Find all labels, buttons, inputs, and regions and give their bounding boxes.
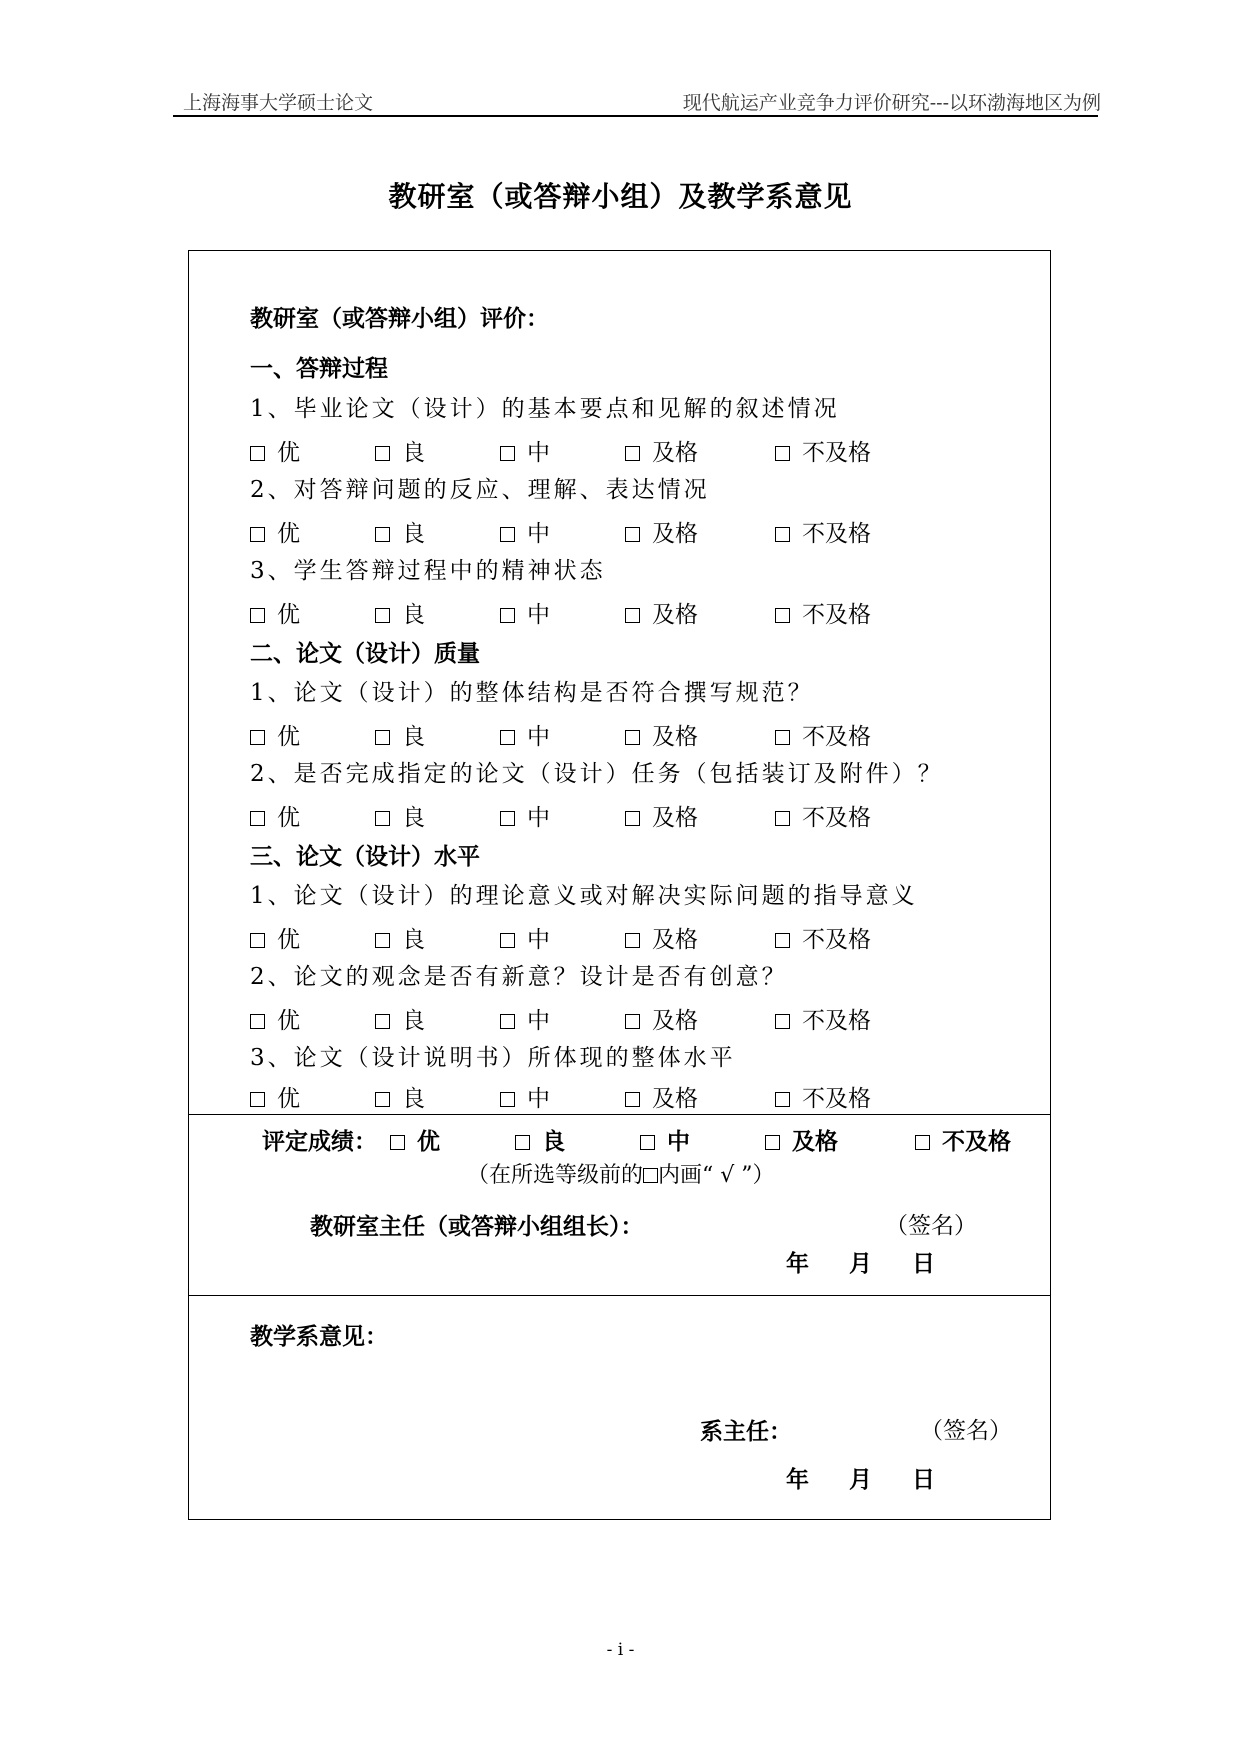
rating-option[interactable]: 及格	[625, 604, 698, 627]
checkbox-icon[interactable]	[375, 730, 390, 745]
checkbox-icon[interactable]	[500, 446, 515, 461]
checkbox-icon[interactable]	[375, 1014, 390, 1029]
committee-signature-hint: （签名）	[885, 1213, 977, 1239]
checkbox-icon[interactable]	[625, 811, 640, 826]
question-1-2: 2、对答辩问题的反应、理解、表达情况	[250, 477, 710, 503]
checkbox-icon[interactable]	[500, 1092, 515, 1107]
question-2-2: 2、是否完成指定的论文（设计）任务（包括装订及附件）？	[250, 761, 944, 787]
form-divider-grade	[188, 1114, 1051, 1115]
form-divider-department	[188, 1295, 1051, 1296]
checkbox-icon[interactable]	[775, 1092, 790, 1107]
checkbox-icon[interactable]	[250, 1014, 265, 1029]
checkbox-icon[interactable]	[375, 608, 390, 623]
date-month: 月	[849, 1250, 872, 1277]
rating-option[interactable]: 不及格	[775, 1010, 871, 1033]
page-title: 教研室（或答辩小组）及教学系意见	[388, 180, 853, 213]
grade-option-excellent[interactable]: 优	[390, 1130, 440, 1153]
checkbox-icon[interactable]	[640, 1135, 655, 1150]
rating-option[interactable]: 及格	[625, 1088, 698, 1111]
checkbox-icon[interactable]	[500, 730, 515, 745]
checkbox-icon[interactable]	[500, 527, 515, 542]
grade-option-medium[interactable]: 中	[640, 1130, 690, 1153]
rating-row	[0, 438, 1241, 468]
checkbox-icon[interactable]	[775, 730, 790, 745]
rating-option[interactable]: 不及格	[775, 807, 871, 830]
rating-row	[0, 1084, 1241, 1114]
checkbox-icon[interactable]	[765, 1135, 780, 1150]
header-rule	[173, 115, 1098, 117]
checkbox-icon[interactable]	[250, 608, 265, 623]
question-1-3: 3、学生答辩过程中的精神状态	[250, 558, 606, 584]
checkbox-icon[interactable]	[625, 1014, 640, 1029]
checkbox-icon[interactable]	[375, 527, 390, 542]
section-heading-level: 三、论文（设计）水平	[250, 843, 480, 870]
rating-row	[0, 1006, 1241, 1036]
grade-option-pass[interactable]: 及格	[765, 1130, 838, 1153]
date-day: 日	[912, 1466, 935, 1493]
running-header-right: 现代航运产业竞争力评价研究---以环渤海地区为例	[682, 92, 1101, 114]
rating-option[interactable]: 不及格	[775, 523, 871, 546]
question-3-2: 2、论文的观念是否有新意？设计是否有创意？	[250, 964, 788, 990]
rating-option[interactable]: 优	[250, 726, 300, 749]
rating-option[interactable]: 优	[250, 1010, 300, 1033]
department-label: 教学系意见：	[250, 1323, 388, 1350]
rating-option[interactable]: 不及格	[775, 929, 871, 952]
checkbox-icon[interactable]	[625, 608, 640, 623]
rating-option[interactable]: 中	[500, 604, 550, 627]
rating-option[interactable]: 及格	[625, 807, 698, 830]
section-heading-defense: 一、答辩过程	[250, 355, 388, 382]
rating-option[interactable]: 优	[250, 523, 300, 546]
checkbox-icon[interactable]	[775, 446, 790, 461]
rating-option[interactable]: 及格	[625, 1010, 698, 1033]
checkbox-icon[interactable]	[775, 933, 790, 948]
grade-option-fail[interactable]: 不及格	[915, 1130, 1011, 1153]
checkbox-icon[interactable]	[775, 811, 790, 826]
page-number: - i -	[606, 1640, 635, 1660]
question-2-1: 1、论文（设计）的整体结构是否符合撰写规范？	[250, 680, 814, 706]
rating-option[interactable]: 及格	[625, 929, 698, 952]
checkbox-icon[interactable]	[390, 1135, 405, 1150]
rating-row	[0, 519, 1241, 549]
committee-head-label: 教研室主任（或答辩小组组长）：	[310, 1213, 644, 1240]
rating-option[interactable]: 优	[250, 442, 300, 465]
checkbox-icon[interactable]	[375, 811, 390, 826]
rating-option[interactable]: 良	[375, 442, 425, 465]
rating-row	[0, 803, 1241, 833]
department-signature-hint: （签名）	[920, 1418, 1012, 1444]
question-3-3: 3、论文（设计说明书）所体现的整体水平	[250, 1045, 736, 1071]
rating-option[interactable]: 中	[500, 1010, 550, 1033]
rating-option[interactable]: 及格	[625, 726, 698, 749]
rating-option[interactable]: 优	[250, 604, 300, 627]
rating-option[interactable]: 优	[250, 807, 300, 830]
rating-option[interactable]: 中	[500, 929, 550, 952]
rating-option[interactable]: 不及格	[775, 604, 871, 627]
section-heading-quality: 二、论文（设计）质量	[250, 640, 480, 667]
running-header-left: 上海海事大学硕士论文	[183, 92, 374, 114]
rating-option[interactable]: 及格	[625, 442, 698, 465]
checkbox-icon	[643, 1168, 658, 1183]
checkbox-icon[interactable]	[625, 730, 640, 745]
checkbox-icon[interactable]	[500, 811, 515, 826]
checkbox-icon[interactable]	[500, 933, 515, 948]
checkbox-icon[interactable]	[250, 1092, 265, 1107]
checkbox-icon[interactable]	[375, 1092, 390, 1107]
rating-option[interactable]: 良	[375, 726, 425, 749]
department-head-label: 系主任：	[700, 1418, 792, 1445]
rating-option[interactable]: 良	[375, 523, 425, 546]
checkbox-icon[interactable]	[250, 933, 265, 948]
checkbox-icon[interactable]	[775, 1014, 790, 1029]
grade-instruction-note: （在所选等级前的 内画“ √ ”）	[467, 1163, 775, 1188]
rating-option[interactable]: 中	[500, 807, 550, 830]
rating-option[interactable]: 中	[500, 1088, 550, 1111]
rating-option[interactable]: 良	[375, 1088, 425, 1111]
rating-option[interactable]: 不及格	[775, 1088, 871, 1111]
checkbox-icon[interactable]	[500, 608, 515, 623]
checkbox-icon[interactable]	[625, 527, 640, 542]
checkbox-icon[interactable]	[775, 608, 790, 623]
checkbox-icon[interactable]	[625, 1092, 640, 1107]
committee-label: 教研室（或答辩小组）评价：	[250, 305, 549, 332]
checkbox-icon[interactable]	[250, 446, 265, 461]
question-1-1: 1、毕业论文（设计）的基本要点和见解的叙述情况	[250, 396, 840, 422]
grade-label: 评定成绩：	[262, 1128, 377, 1155]
checkbox-icon[interactable]	[375, 446, 390, 461]
checkbox-icon[interactable]	[250, 730, 265, 745]
date-year: 年	[786, 1466, 809, 1493]
checkbox-icon[interactable]	[375, 933, 390, 948]
rating-option[interactable]: 不及格	[775, 442, 871, 465]
date-year: 年	[786, 1250, 809, 1277]
date-day: 日	[912, 1250, 935, 1277]
grade-option-good[interactable]: 良	[515, 1130, 565, 1153]
rating-option[interactable]: 良	[375, 1010, 425, 1033]
checkbox-icon[interactable]	[915, 1135, 930, 1150]
rating-option[interactable]: 优	[250, 929, 300, 952]
checkbox-icon[interactable]	[500, 1014, 515, 1029]
checkbox-icon[interactable]	[625, 446, 640, 461]
question-3-1: 1、论文（设计）的理论意义或对解决实际问题的指导意义	[250, 883, 918, 909]
checkbox-icon[interactable]	[625, 933, 640, 948]
rating-option[interactable]: 良	[375, 604, 425, 627]
rating-option[interactable]: 良	[375, 807, 425, 830]
rating-row	[0, 600, 1241, 630]
checkbox-icon[interactable]	[515, 1135, 530, 1150]
checkbox-icon[interactable]	[250, 527, 265, 542]
rating-row	[0, 925, 1241, 955]
rating-option[interactable]: 及格	[625, 523, 698, 546]
checkbox-icon[interactable]	[250, 811, 265, 826]
rating-option[interactable]: 优	[250, 1088, 300, 1111]
rating-option[interactable]: 中	[500, 523, 550, 546]
date-month: 月	[849, 1466, 872, 1493]
rating-option[interactable]: 中	[500, 726, 550, 749]
checkbox-icon[interactable]	[775, 527, 790, 542]
rating-option[interactable]: 中	[500, 442, 550, 465]
rating-row	[0, 722, 1241, 752]
rating-option[interactable]: 良	[375, 929, 425, 952]
rating-option[interactable]: 不及格	[775, 726, 871, 749]
